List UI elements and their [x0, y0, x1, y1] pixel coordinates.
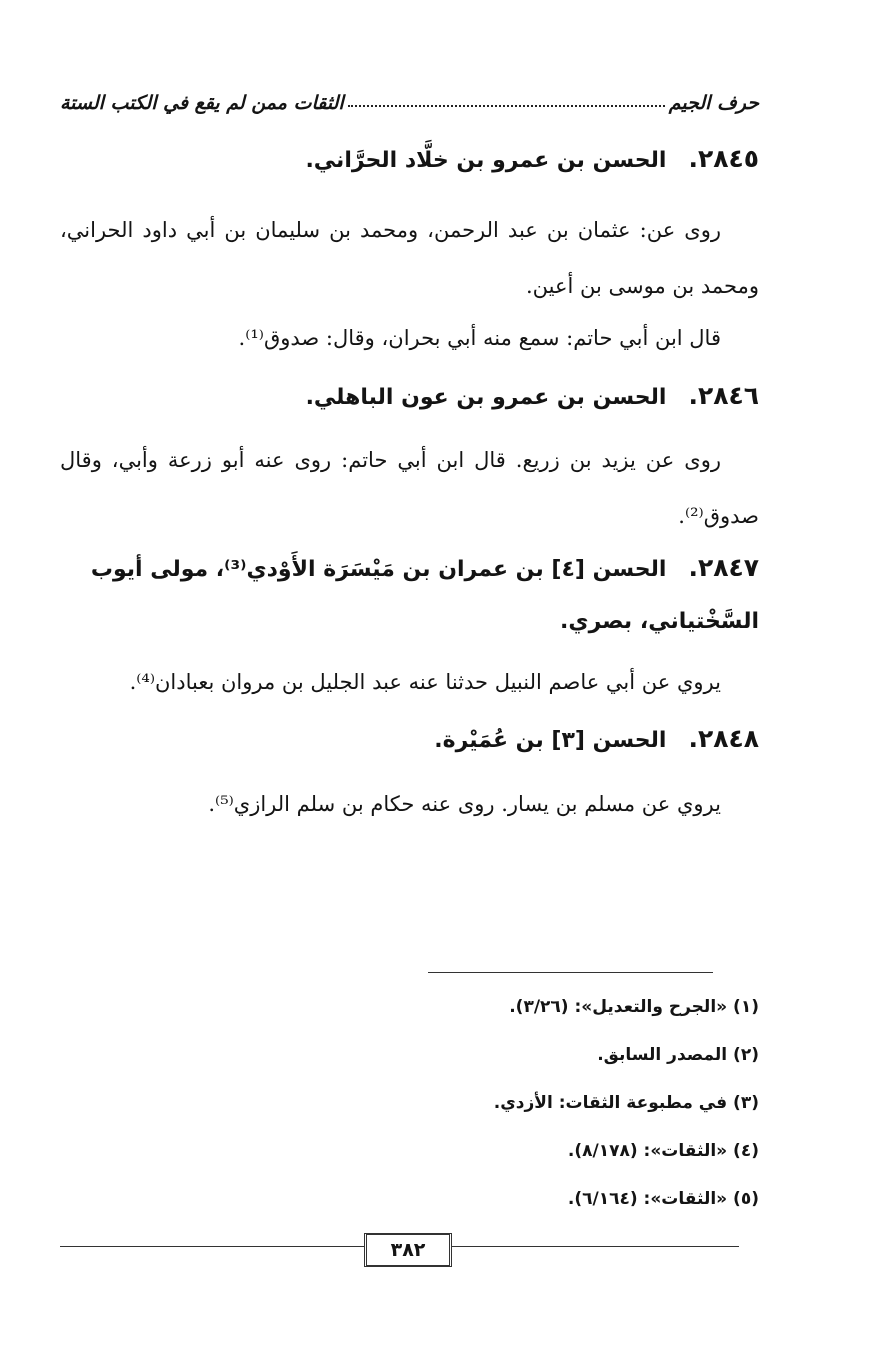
- entry-paragraph: قال ابن أبي حاتم: سمع منه أبي بحران، وقال: صدوق⁽¹⁾.: [238, 326, 721, 350]
- header-section: حرف الجيم: [668, 92, 759, 114]
- entry-name: الحسن [٣] بن عُمَيْرة.: [434, 728, 667, 753]
- entry-number: ٢٨٤٧.: [688, 553, 759, 582]
- page-number-text: ٣٨٢: [390, 1239, 426, 1261]
- entry-heading: [60, 377, 759, 417]
- footnote: (٤) «الثقات»: (٨/١٧٨).: [567, 1141, 759, 1161]
- entry-name: الحسن بن عمرو بن خلَّاد الحرَّاني.: [305, 148, 667, 173]
- header-book-title: الثقات ممن لم يقع في الكتب الستة: [60, 92, 344, 114]
- footnote: (٥) «الثقات»: (٦/١٦٤).: [567, 1189, 759, 1209]
- entry-name: الحسن بن عمرو بن عون الباهلي.: [305, 385, 667, 410]
- entry-heading: [60, 720, 759, 760]
- entry-number: ٢٨٤٥.: [688, 144, 759, 173]
- entry-paragraph: يروي عن مسلم بن يسار. روى عنه حكام بن سلم الرازي⁽⁵⁾.: [208, 792, 721, 816]
- footnote: (٢) المصدر السابق.: [597, 1045, 759, 1065]
- entry-number: ٢٨٤٨.: [688, 724, 759, 753]
- entry-number: ٢٨٤٦.: [688, 381, 759, 410]
- footnote: (١) «الجرح والتعديل»: (٣/٢٦).: [509, 997, 759, 1017]
- entry-paragraph: روى عن: عثمان بن عبد الرحمن، ومحمد بن سليمان بن أبي داود الحراني، ومحمد بن موسى بن أعين.: [60, 218, 759, 298]
- entry-name: الحسن [٤] بن عمران بن مَيْسَرَة الأَوْدي⁽³⁾، مولى أيوب السَّخْتياني، بصري.: [90, 557, 759, 634]
- entry-paragraph: روى عن يزيد بن زريع. قال ابن أبي حاتم: روى عنه أبو زرعة وأبي، وقال صدوق⁽²⁾.: [60, 448, 759, 528]
- footnote: (٣) في مطبوعة الثقات: الأزدي.: [493, 1093, 759, 1113]
- page-number: [364, 1233, 452, 1267]
- entry-paragraph: يروي عن أبي عاصم النبيل حدثنا عنه عبد الجليل بن مروان بعبادان⁽⁴⁾.: [129, 670, 721, 694]
- header-dot-leader: [348, 105, 665, 107]
- entry-heading: [60, 140, 759, 180]
- footnotes: [199, 990, 759, 1230]
- entry-heading: [60, 542, 759, 648]
- running-header: [60, 84, 759, 114]
- footnote-separator: [428, 972, 713, 973]
